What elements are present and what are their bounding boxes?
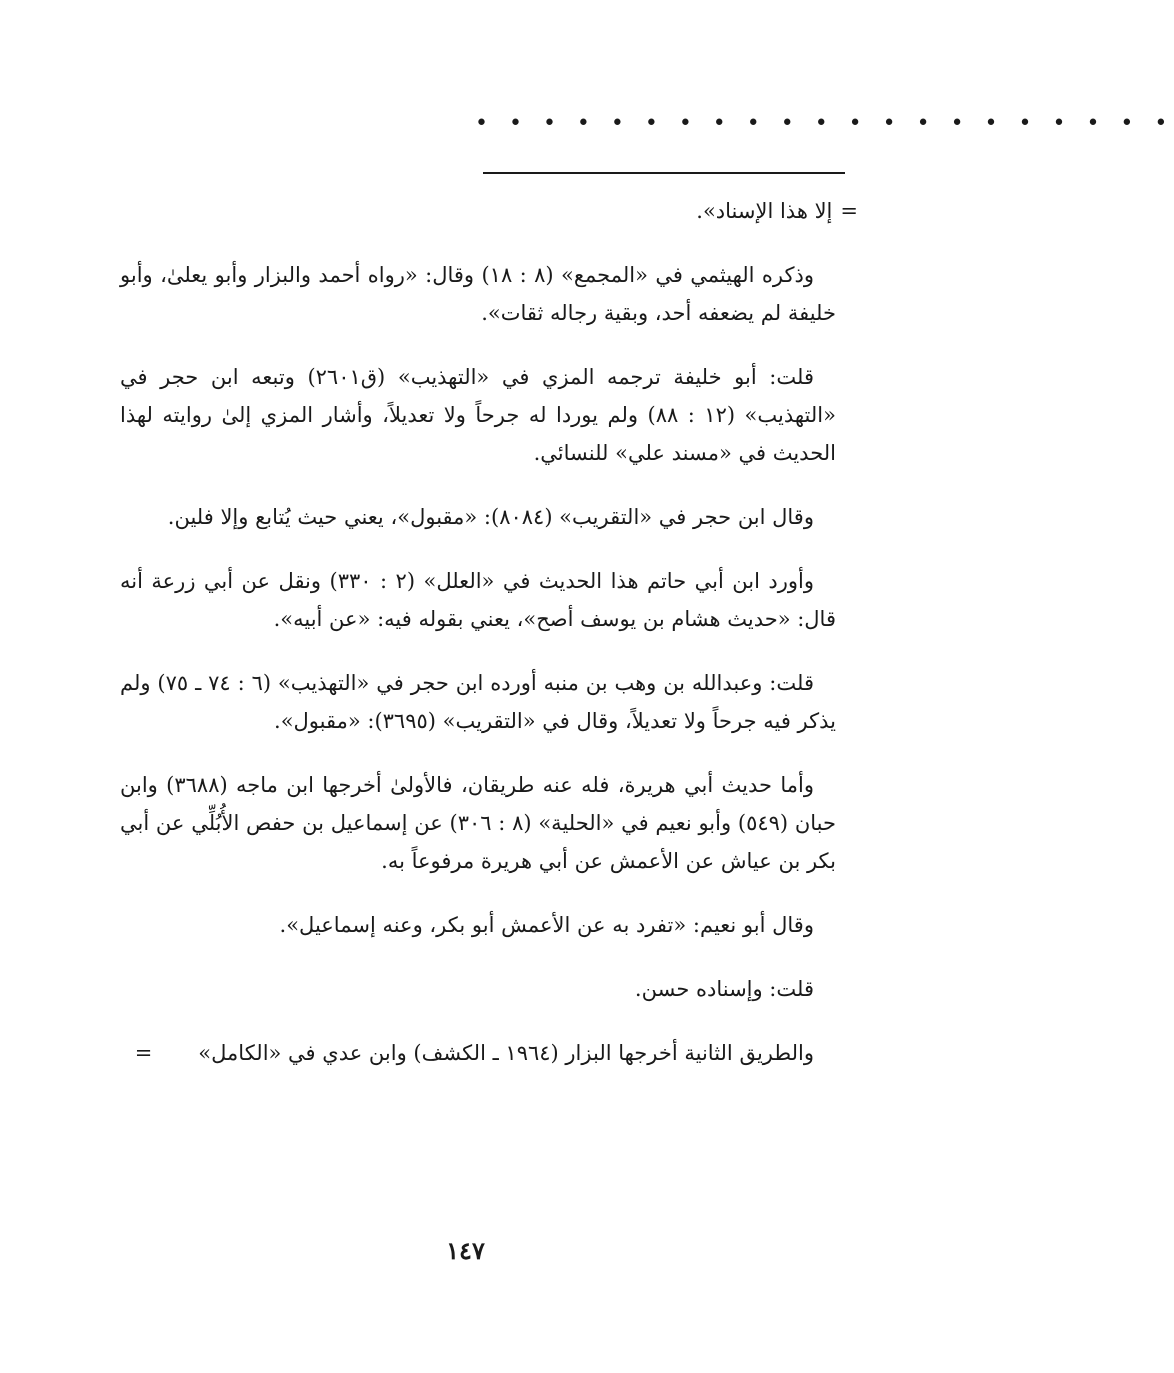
page-body bbox=[120, 192, 858, 1072]
paragraph-ibn-hajar-taqrib: وقال ابن حجر في «التقريب» (٨٠٨٤): «مقبول»، يعني حيث يُتابع وإلا فلين. bbox=[167, 505, 814, 529]
second-route-text: والطريق الثانية أخرجها البزار (١٩٦٤ ـ الكشف) وابن عدي في «الكامل» bbox=[198, 1041, 814, 1065]
footnote-text: إلا هذا الإسناد». bbox=[696, 199, 833, 223]
header-dots-separator: • • • • • • • • • • • • • • • • • • • • • bbox=[475, 111, 1174, 136]
paragraph-abu-nuaym: وقال أبو نعيم: «تفرد به عن الأعمش أبو بكر، وعنه إسماعيل». bbox=[279, 913, 814, 937]
paragraph-abu-hurayra: وأما حديث أبي هريرة، فله عنه طريقان، فالأولىٰ أخرجها ابن ماجه (٣٦٨٨) وابن حبان (٥٤٩) وأبو نعيم في «الحلية» (٨ : ٣٠٦) عن إسماعيل بن حفص الأُبُلِّي عن أبي بكر بن عياش عن الأعمش عن أبي هريرة مرفوعاً به. bbox=[120, 773, 836, 873]
paragraph-abu-khalifa: قلت: أبو خليفة ترجمه المزي في «التهذيب» (ق٢٦٠١) وتبعه ابن حجر في «التهذيب» (١٢ : ٨٨) ولم يوردا له جرحاً ولا تعديلاً، وأشار المزي إلىٰ روايته لهذا الحديث في «مسند علي» للنسائي. bbox=[120, 365, 836, 465]
continuation-mark: = bbox=[840, 199, 858, 223]
footnote-continuation bbox=[120, 192, 858, 230]
paragraph-isnad-hasan: قلت: وإسناده حسن. bbox=[634, 977, 814, 1001]
page-number: ١٤٧ bbox=[446, 1236, 485, 1265]
paragraph-ibn-abi-hatim: وأورد ابن أبي حاتم هذا الحديث في «العلل» (٢ : ٣٣٠) ونقل عن أبي زرعة أنه قال: «حديث هشام بن يوسف أصح»، يعني بقوله فيه: «عن أبيه». bbox=[120, 569, 836, 631]
continuation-mark-end: = bbox=[134, 1041, 153, 1065]
paragraph-abdullah-ibn-wahb: قلت: وعبدالله بن وهب بن منبه أورده ابن حجر في «التهذيب» (٦ : ٧٤ ـ ٧٥) ولم يذكر فيه جرحاً ولا تعديلاً، وقال في «التقريب» (٣٦٩٥): «مقبول». bbox=[120, 671, 836, 733]
footnote-rule bbox=[483, 172, 845, 174]
paragraph-haythami: وذكره الهيثمي في «المجمع» (٨ : ١٨) وقال: «رواه أحمد والبزار وأبو يعلىٰ، وأبو خليفة لم يضعفه أحد، وبقية رجاله ثقات». bbox=[120, 263, 836, 325]
paragraph-second-route bbox=[120, 1034, 836, 1072]
